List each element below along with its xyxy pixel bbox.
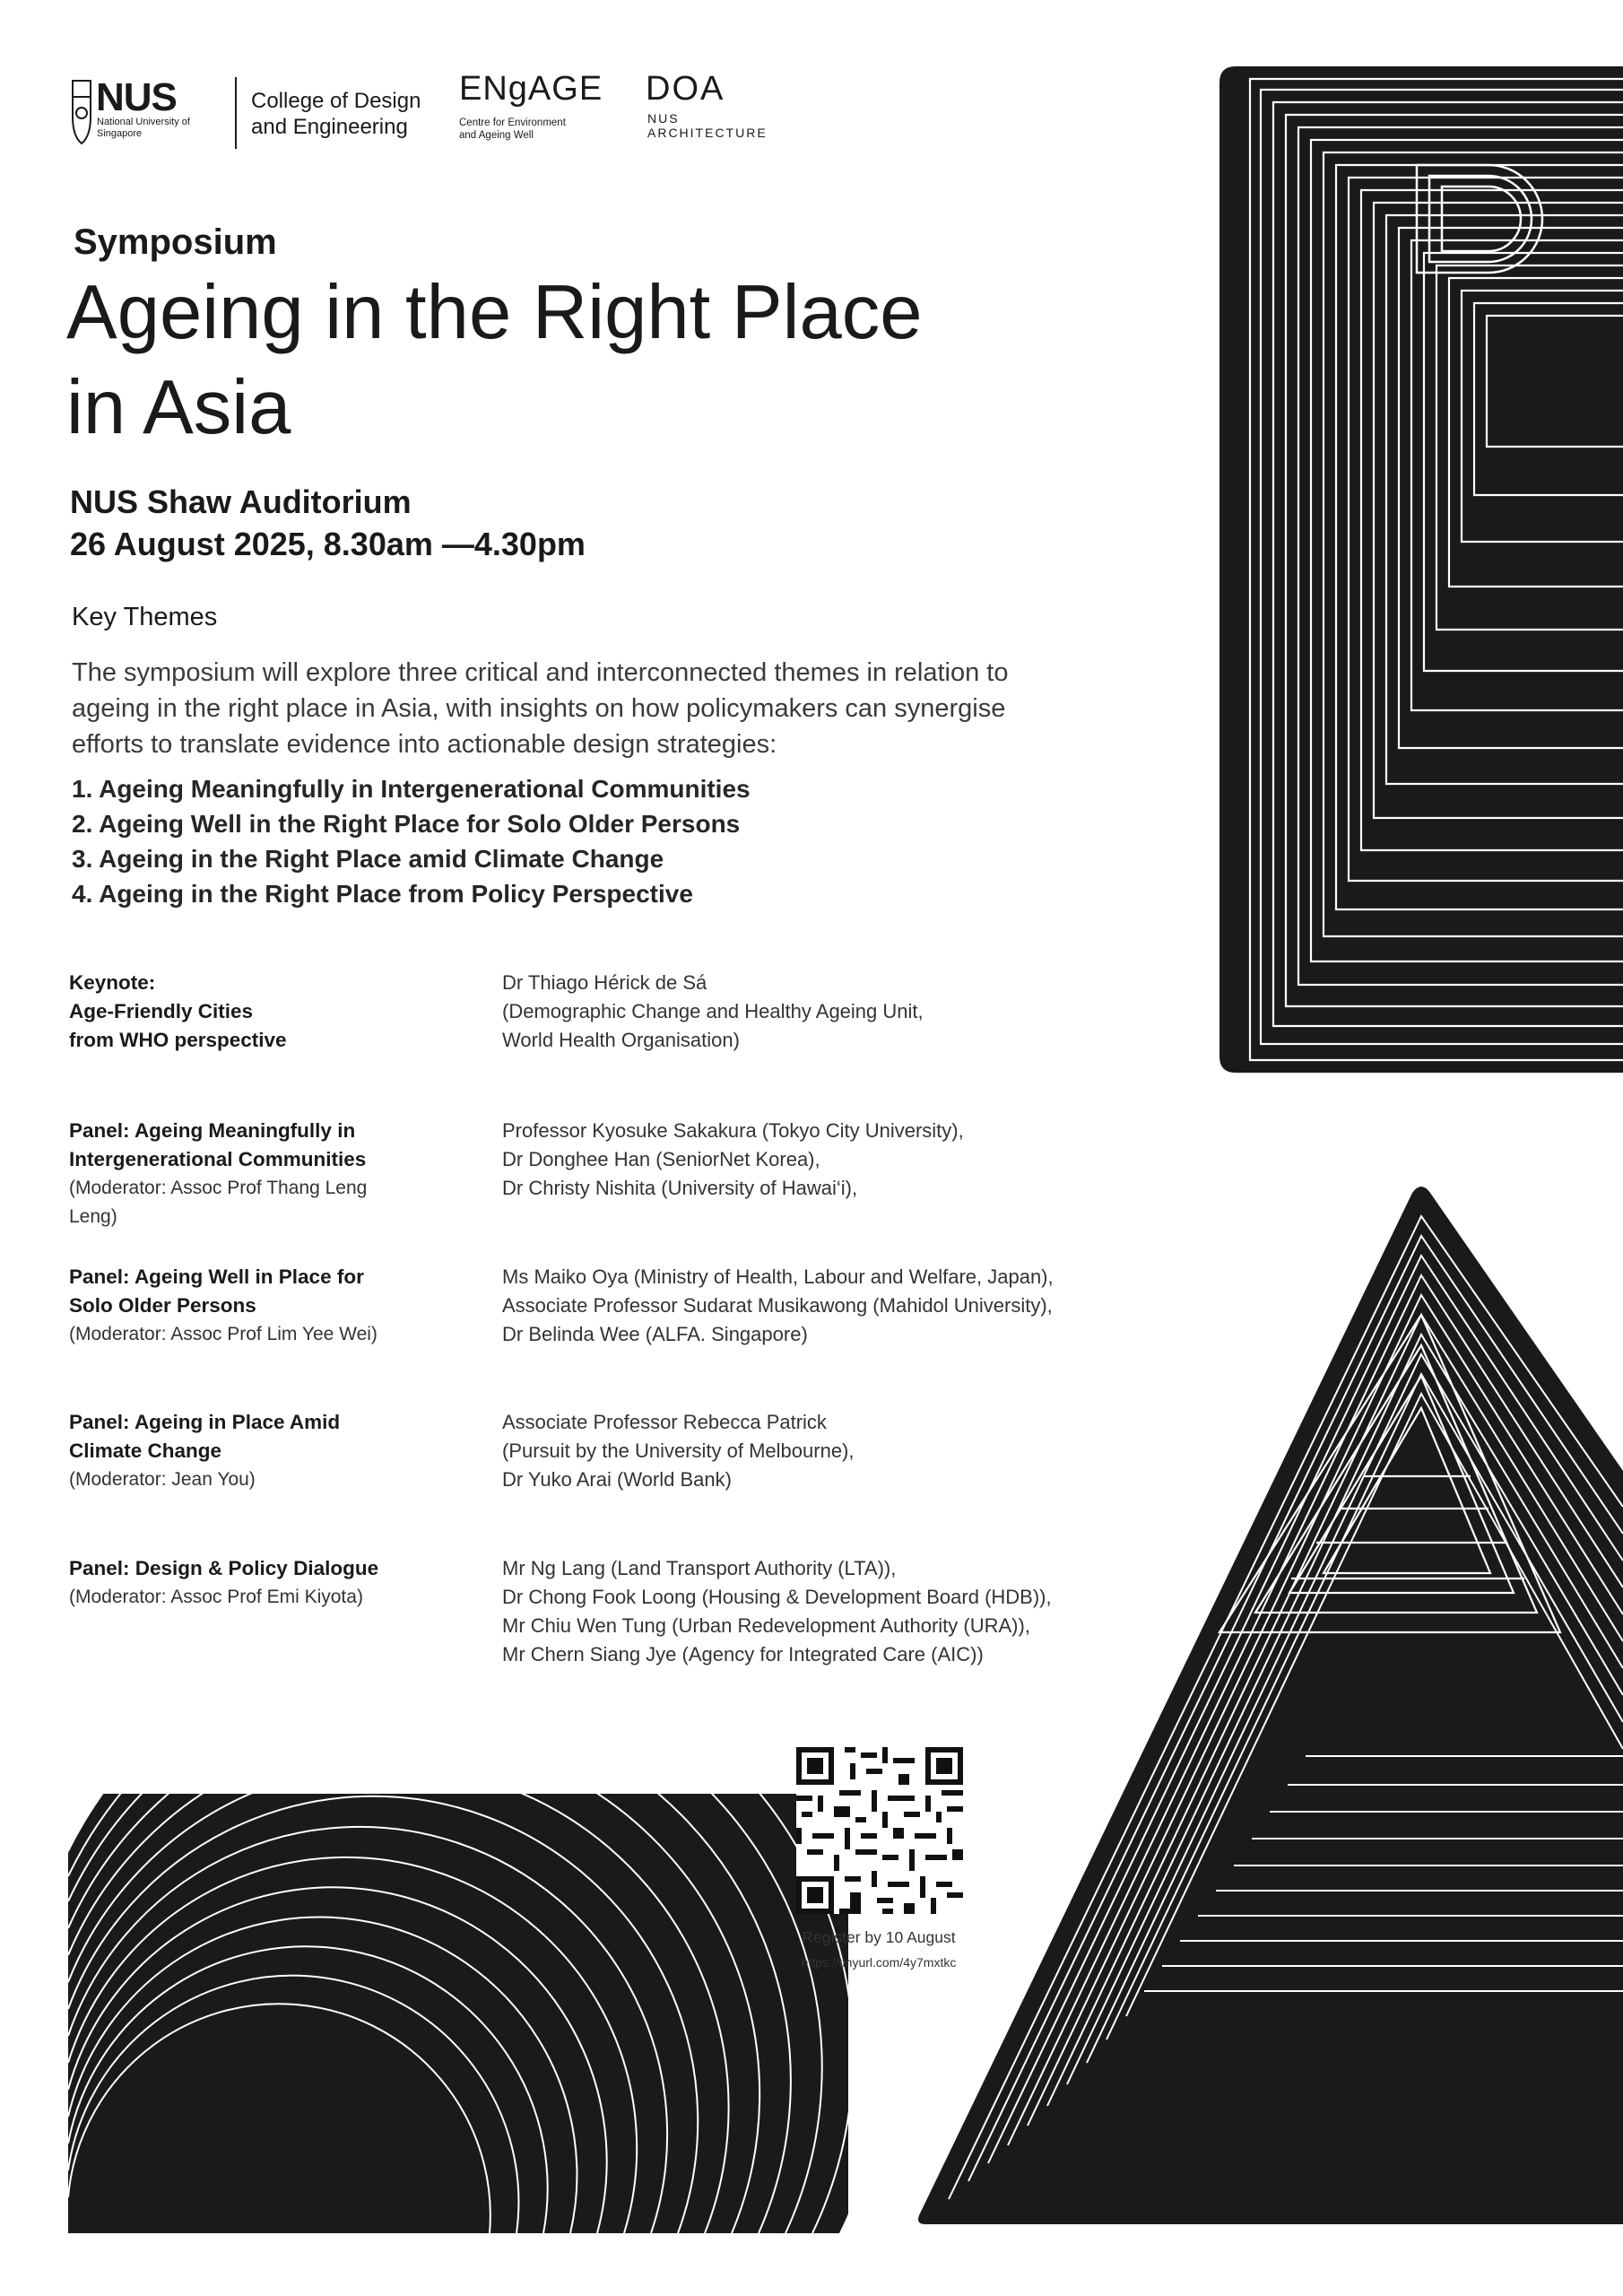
key-themes-description [72, 655, 1112, 762]
speaker-line: Associate Professor Rebecca Patrick [502, 1411, 827, 1433]
session-moderator: (Moderator: Assoc Prof Lim Yee Wei) [69, 1324, 378, 1344]
speaker-line: Dr Belinda Wee (ALFA. Singapore) [502, 1323, 808, 1345]
description-line: efforts to translate evidence into actionable design strategies: [72, 730, 777, 759]
nus-crest-icon [72, 77, 91, 145]
speaker-line: Dr Donghee Han (SeniorNet Korea), [502, 1148, 820, 1170]
session-title-line: Panel: Ageing Well in Place for [69, 1265, 364, 1288]
session-moderator: Leng) [69, 1206, 117, 1227]
description-line: The symposium will explore three critical and interconnected themes in relation to [72, 658, 1009, 687]
engage-subtitle-line: Centre for Environment [459, 117, 566, 128]
speaker-line: Ms Maiko Oya (Ministry of Health, Labour and Welfare, Japan), [502, 1265, 1054, 1288]
page-title [66, 265, 1098, 456]
list-item: 4. Ageing in the Right Place from Policy Perspective [72, 880, 693, 908]
registration-qr-code[interactable] [796, 1747, 963, 1914]
event-kicker: Symposium [74, 222, 277, 262]
description-line: ageing in the right place in Asia, with insights on how policymakers can synergise [72, 694, 1006, 723]
speaker-line: Professor Kyosuke Sakakura (Tokyo City University), [502, 1119, 964, 1142]
list-item: 3. Ageing in the Right Place amid Climate Change [72, 845, 664, 873]
engage-subtitle-line: and Ageing Well [459, 130, 534, 141]
doa-subtitle-line: NUS [647, 111, 680, 126]
nus-logo-subtitle: National University of Singapore [97, 117, 190, 139]
session-panel-solo-title [69, 1263, 446, 1349]
decorative-a-triangle [915, 1184, 1623, 2224]
doa-logo-text: DOA [646, 70, 725, 108]
session-moderator: (Moderator: Assoc Prof Emi Kiyota) [69, 1587, 363, 1607]
speaker-line: Mr Chern Siang Jye (Agency for Integrated Care (AIC)) [502, 1643, 984, 1665]
decorative-arcs [68, 1794, 848, 2233]
session-title-line: Keynote: [69, 971, 156, 994]
engage-logo-subtitle [459, 117, 621, 142]
speaker-line: (Pursuit by the University of Melbourne), [502, 1439, 855, 1462]
session-title-line: Intergenerational Communities [69, 1148, 367, 1170]
speaker-line: World Health Organisation) [502, 1029, 740, 1051]
speaker-line: Dr Thiago Hérick de Sá [502, 971, 707, 994]
session-title-line: Age-Friendly Cities [69, 1000, 254, 1022]
session-title-line: Climate Change [69, 1439, 222, 1462]
key-themes-heading: Key Themes [72, 603, 218, 631]
list-item: 1. Ageing Meaningfully in Intergenerational Communities [72, 775, 751, 803]
speaker-line: Dr Yuko Arai (World Bank) [502, 1468, 732, 1491]
list-item: 2. Ageing Well in the Right Place for Solo Older Persons [72, 810, 741, 838]
logo-divider [235, 77, 237, 149]
session-panel-climate-title [69, 1408, 446, 1494]
doa-subtitle-line: ARCHITECTURE [647, 126, 768, 140]
event-venue-date [70, 481, 586, 565]
college-name [251, 88, 421, 140]
doa-logo-subtitle [647, 111, 768, 140]
title-line: Ageing in the Right Place [66, 270, 923, 355]
key-themes-list [72, 771, 751, 911]
session-moderator: (Moderator: Jean You) [69, 1469, 256, 1490]
engage-logo-text: ENgAGE [459, 70, 603, 108]
session-keynote-title [69, 969, 446, 1055]
session-title-line: Panel: Design & Policy Dialogue [69, 1557, 379, 1579]
speaker-line: Dr Chong Fook Loong (Housing & Development Board (HDB)), [502, 1586, 1052, 1608]
event-venue: NUS Shaw Auditorium [70, 483, 412, 520]
registration-deadline: Register by 10 August [802, 1928, 956, 1946]
speaker-line: Dr Christy Nishita (University of Hawai‘i), [502, 1177, 858, 1199]
nus-logo-text: NUS [96, 75, 177, 119]
speaker-line: Mr Chiu Wen Tung (Urban Redevelopment Authority (URA)), [502, 1614, 1030, 1637]
session-panel-policy-title [69, 1554, 446, 1612]
session-title-line: Panel: Ageing Meaningfully in [69, 1119, 356, 1142]
session-title-line: from WHO perspective [69, 1029, 287, 1051]
session-panel-intergenerational-title [69, 1117, 446, 1231]
college-name-line: and Engineering [251, 115, 408, 139]
decorative-d-shape [1219, 66, 1623, 1073]
title-line: in Asia [66, 365, 291, 450]
speaker-line: Associate Professor Sudarat Musikawong (Mahidol University), [502, 1294, 1053, 1317]
registration-link[interactable]: https://tinyurl.com/4y7mxtkc [801, 1955, 957, 1970]
college-name-line: College of Design [251, 89, 421, 113]
event-datetime: 26 August 2025, 8.30am —4.30pm [70, 526, 586, 562]
speaker-line: (Demographic Change and Healthy Ageing Unit, [502, 1000, 924, 1022]
speaker-line: Mr Ng Lang (Land Transport Authority (LTA)), [502, 1557, 897, 1579]
session-keynote-speakers [502, 969, 1130, 1055]
session-moderator: (Moderator: Assoc Prof Thang Leng [69, 1178, 368, 1198]
session-title-line: Solo Older Persons [69, 1294, 256, 1317]
session-title-line: Panel: Ageing in Place Amid [69, 1411, 341, 1433]
